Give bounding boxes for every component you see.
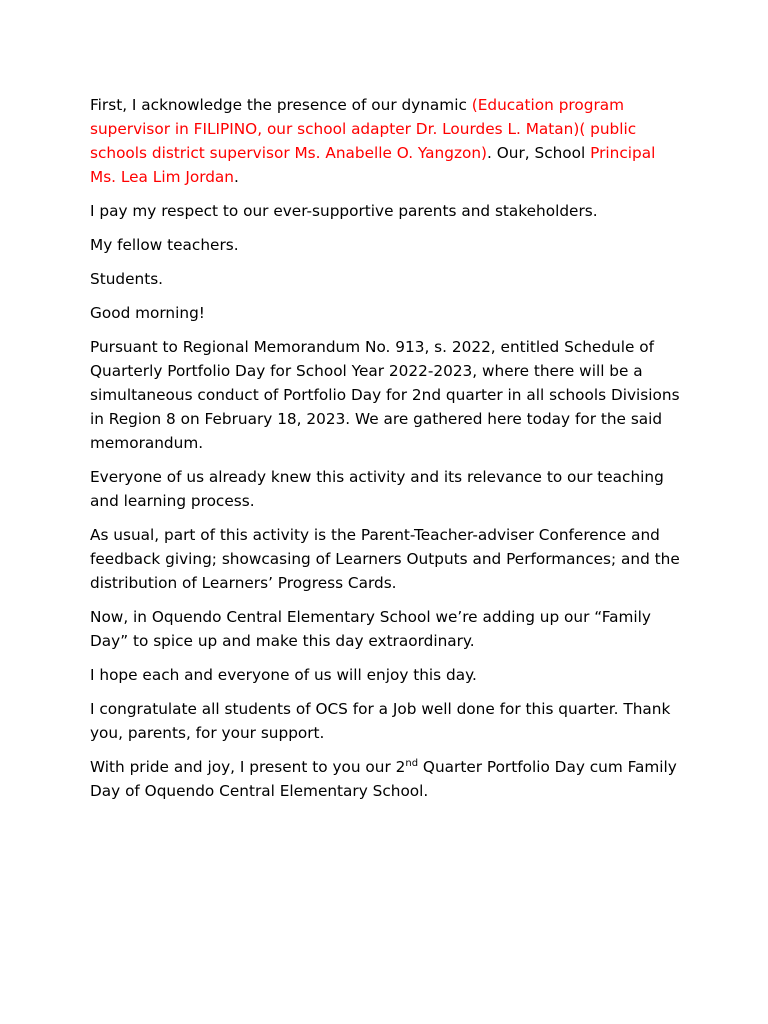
highlighted-principal: Principal Ms. Lea Lim Jordan <box>90 144 656 186</box>
paragraph-respect: I pay my respect to our ever-supportive parents and stakeholders. <box>90 202 598 220</box>
paragraph-teachers: My fellow teachers. <box>90 236 239 254</box>
text-run: . <box>234 168 239 186</box>
text-run: First, I acknowledge the presence of our dynamic <box>90 96 472 114</box>
text-run: . Our, School <box>487 144 591 162</box>
paragraph-closing <box>90 755 680 803</box>
speech-body <box>90 93 680 813</box>
paragraph-congratulations: I congratulate all students of OCS for a Job well done for this quarter. Thank you, parents, for your support. <box>90 700 671 742</box>
highlighted-guests: (Education program supervisor in FILIPINO, our school adapter Dr. Lourdes L. Matan)( public schools district supervisor Ms. Anabelle O. Yangzon) <box>90 96 637 162</box>
paragraph-activities: As usual, part of this activity is the Parent-Teacher-adviser Conference and feedback giving; showcasing of Learners Outputs and Performances; and the distribution of Learners’ Progress Cards. <box>90 526 680 592</box>
paragraph-greeting: Good morning! <box>90 304 205 322</box>
paragraph-family-day: Now, in Oquendo Central Elementary School we’re adding up our “Family Day” to spice up and make this day extraordinary. <box>90 608 651 650</box>
ordinal-suffix: nd <box>405 757 419 769</box>
paragraph-students: Students. <box>90 270 164 288</box>
paragraph-relevance: Everyone of us already knew this activity and its relevance to our teaching and learning process. <box>90 468 664 510</box>
paragraph-acknowledgement <box>90 93 680 189</box>
paragraph-enjoy: I hope each and everyone of us will enjoy this day. <box>90 666 477 684</box>
text-run: Quarter Portfolio Day cum Family Day of Oquendo Central Elementary School. <box>90 758 677 800</box>
text-run: With pride and joy, I present to you our 2 <box>90 758 406 776</box>
paragraph-memorandum: Pursuant to Regional Memorandum No. 913, s. 2022, entitled Schedule of Quarterly Portfolio Day for School Year 2022-2023, where there will be a simultaneous conduct of Portfolio Day for 2nd quarter in all schools Divisions in Region 8 on February 18, 2023. We are gathered here today for the said memorandum. <box>90 338 680 452</box>
